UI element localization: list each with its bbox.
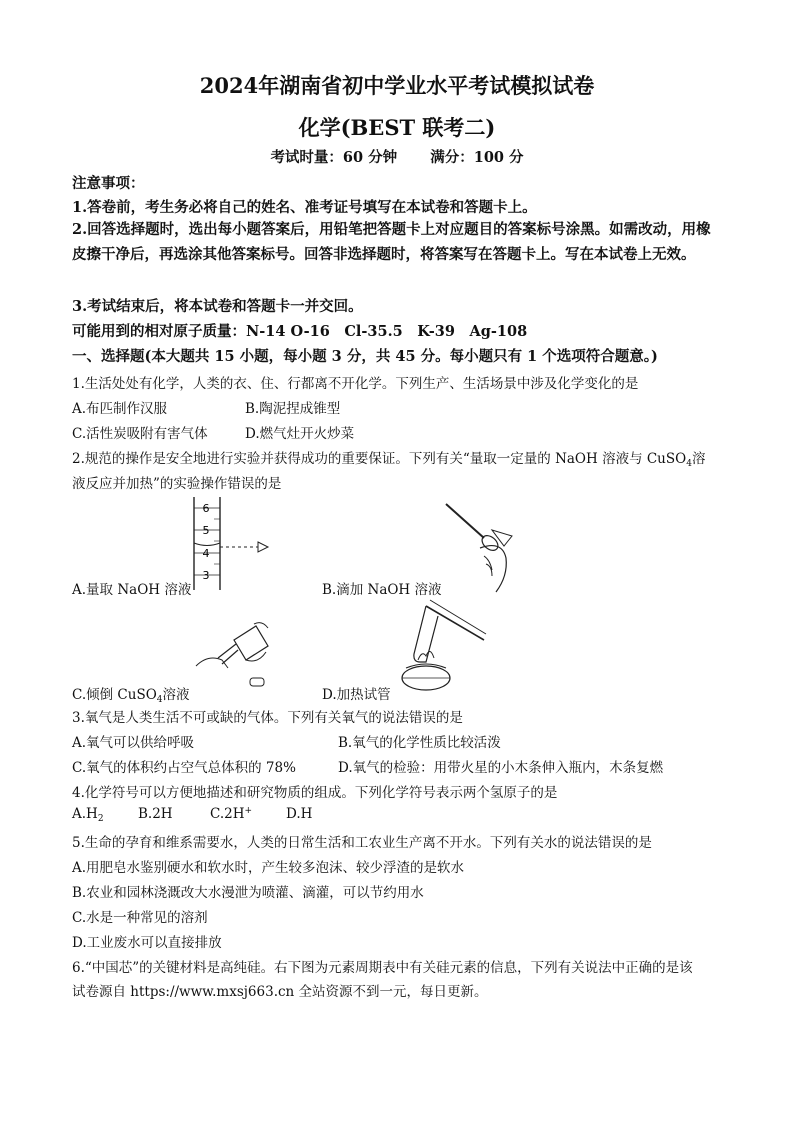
q1-option-a: A.布匹制作汉服 (72, 401, 168, 417)
notes-heading: 注意事项： (72, 175, 145, 192)
q3-option-b: B.氧气的化学性质比较活泼 (338, 735, 501, 751)
graduated-cylinder-figure (180, 495, 280, 590)
q2-option-c-text-end: 溶液 (162, 687, 190, 703)
tick-label: 4 (202, 547, 210, 560)
q4-option-a (72, 806, 104, 824)
q2-stem-text: 2.规范的操作是安全地进行实验并获得成功的重要保证。下列有关“量取一定量的 NaOH 溶液与 CuSO (72, 451, 687, 467)
dropper-figure (432, 500, 532, 600)
exam-time: 考试时量：60 分钟 (270, 149, 398, 166)
q4-option-c-text: C.2H (210, 806, 245, 822)
q1-stem: 1.生活处处有化学，人类的衣、住、行都离不开化学。下列生产、生活场景中涉及化学变化的是 (72, 376, 639, 392)
heating-figure (396, 598, 491, 694)
q1-option-b: B.陶泥捏成锥型 (245, 401, 341, 417)
q3-option-a: A.氧气可以供给呼吸 (72, 735, 195, 751)
pouring-figure (188, 618, 288, 696)
subscript: 4 (156, 695, 163, 705)
q3-option-c: C.氧气的体积约占空气总体积的 78% (72, 760, 296, 776)
q2-option-a: A.量取 NaOH 溶液 (72, 582, 192, 598)
tick-label: 5 (202, 524, 210, 537)
q1-option-d: D.燃气灶开火炒菜 (245, 426, 355, 442)
q2-stem-line1 (72, 447, 705, 469)
q2-option-b: B.滴加 NaOH 溶液 (322, 582, 442, 598)
exam-meta (0, 146, 794, 167)
tick-label: 6 (202, 502, 210, 515)
q2-option-d: D.加热试管 (322, 687, 391, 703)
note-item-3: 3.考试结束后，将本试卷和答题卡一并交回。 (72, 298, 363, 315)
footer-source: 试卷源自 https://www.mxsj663.cn 全站资源不到一元，每日更新。 (72, 984, 488, 1000)
subscript: 2 (97, 814, 104, 824)
exam-subtitle: 化学(BEST 联考二) (298, 115, 496, 140)
q5-option-c: C.水是一种常见的溶剂 (72, 910, 208, 926)
exam-title: 2024年湖南省初中学业水平考试模拟试卷 (199, 73, 595, 98)
q4-option-c (210, 806, 252, 822)
q5-stem: 5.生命的孕育和维系需要水，人类的日常生活和工农业生产离不开水。下列有关水的说法错误的是 (72, 835, 652, 851)
q2-stem-text-end: 溶 (691, 451, 706, 467)
q1-option-c: C.活性炭吸附有害气体 (72, 426, 208, 442)
q3-option-d: D.氧气的检验：用带火星的小木条伸入瓶内，木条复燃 (338, 760, 664, 776)
superscript: + (244, 806, 253, 816)
q2-stem-line2: 液反应并加热”的实验操作错误的是 (72, 476, 282, 492)
q2-option-c-text: C.倾倒 CuSO (72, 687, 157, 703)
q5-option-d: D.工业废水可以直接排放 (72, 935, 222, 951)
q4-option-a-text: A.H (72, 806, 98, 822)
q5-option-a: A.用肥皂水鉴别硬水和软水时，产生较多泡沫、较少浮渣的是软水 (72, 860, 465, 876)
note-item-2: 2.回答选择题时，选出每小题答案后，用铅笔把答题卡上对应题目的答案标号涂黑。如需改动，用橡皮擦干净后，再选涂其他答案标号。回答非选择题时，将答案写在答题卡上。写在本试卷上无效。 (72, 221, 711, 263)
subscript: 4 (686, 459, 692, 469)
q6-stem: 6.“中国芯”的关键材料是高纯硅。右下图为元素周期表中有关硅元素的信息，下列有关说法中正确的是该 (72, 960, 693, 976)
section-1-heading: 一、选择题(本大题共 15 小题，每小题 3 分，共 45 分。每小题只有 1 个选项符合题意。) (72, 348, 658, 365)
q5-option-b: B.农业和园林浇溉改大水漫泄为喷灌、滴灌，可以节约用水 (72, 885, 424, 901)
atomic-masses: 可能用到的相对原子质量：N-14 O-16 Cl-35.5 K-39 Ag-108 (72, 323, 528, 340)
q4-option-b: B.2H (138, 806, 173, 822)
q4-stem: 4.化学符号可以方便地描述和研究物质的组成。下列化学符号表示两个氢原子的是 (72, 785, 558, 801)
q3-stem: 3.氧气是人类生活不可或缺的气体。下列有关氧气的说法错误的是 (72, 710, 463, 726)
q2-option-c (72, 683, 190, 705)
tick-label: 3 (202, 569, 210, 582)
exam-score: 满分：100 分 (430, 149, 524, 166)
note-item-1: 1.答卷前，考生务必将自己的姓名、准考证号填写在本试卷和答题卡上。 (72, 199, 537, 216)
q4-option-d: D.H (286, 806, 313, 822)
